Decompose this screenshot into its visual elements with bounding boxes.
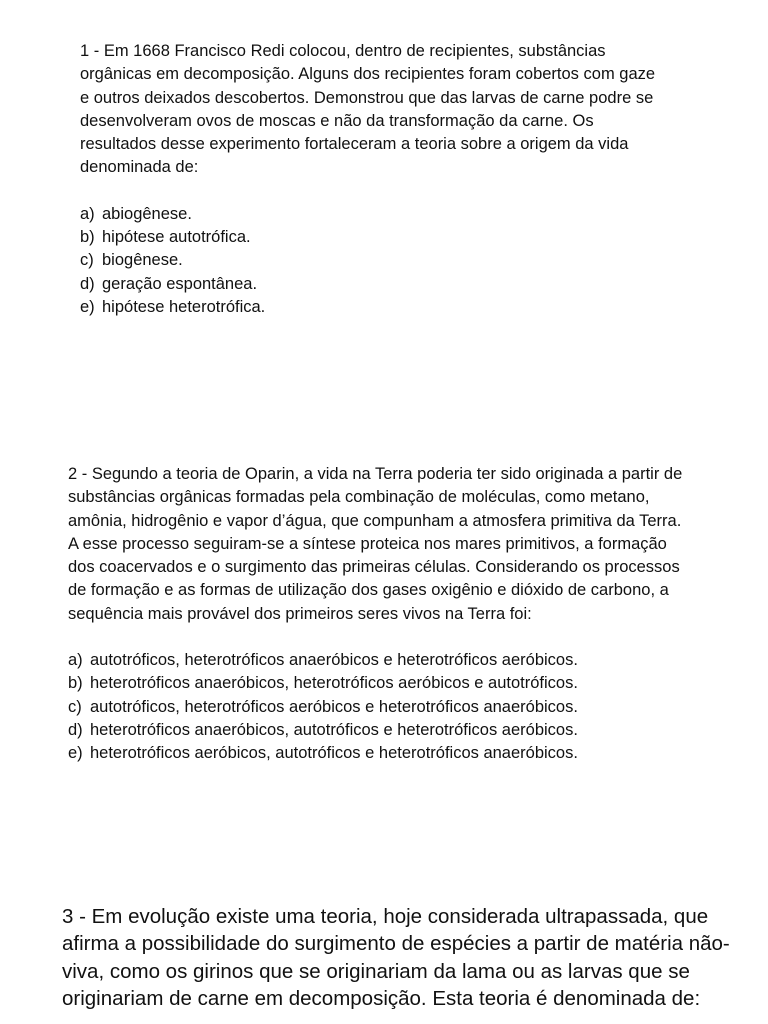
answer-option-c [68,696,738,719]
option-text: heterotróficos anaeróbicos, heterotróficos aeróbicos e autotróficos. [90,674,578,693]
option-letter: a) [80,204,95,223]
option-letter: e) [68,744,83,763]
stem-line: 2 - Segundo a teoria de Oparin, a vida na Terra poderia ter sido originada a partir de [68,465,683,483]
answer-option-c [80,249,720,272]
stem-line: 1 - Em 1668 Francisco Redi colocou, dentro de recipientes, substâncias [80,42,606,60]
option-text: hipótese heterotrófica. [102,297,266,316]
question-1-stem [80,40,720,180]
stem-line: orgânicas em decomposição. Alguns dos recipientes foram cobertos com gaze [80,65,656,84]
option-letter: d) [80,274,95,293]
option-text: autotróficos, heterotróficos anaeróbicos e heterotróficos aeróbicos. [90,651,578,670]
option-letter: a) [68,651,83,670]
question-2-options [68,649,738,765]
stem-line: desenvolveram ovos de moscas e não da transformação da carne. Os [80,111,594,130]
answer-option-d [68,719,738,742]
stem-line: dos coacervados e o surgimento das primeiras células. Considerando os processos [68,558,680,577]
option-text: heterotróficos aeróbicos, autotróficos e heterotróficos anaeróbicos. [90,744,578,763]
option-letter: e) [80,297,95,316]
stem-line: e outros deixados descobertos. Demonstrou que das larvas de carne podre se [80,88,654,107]
question-3 [62,903,752,1012]
answer-option-e [80,296,720,319]
answer-option-e [68,742,738,765]
stem-line: amônia, hidrogênio e vapor d’água, que compunham a atmosfera primitiva da Terra. [68,511,682,530]
answer-option-b [68,672,738,695]
stem-line: denominada de: [80,158,199,177]
option-letter: b) [68,674,83,693]
option-text: heterotróficos anaeróbicos, autotróficos e heterotróficos aeróbicos. [90,720,578,739]
question-2 [68,463,738,766]
option-text: hipótese autotrófica. [102,228,251,247]
answer-option-a [68,649,738,672]
stem-line: de formação e as formas de utilização dos gases oxigênio e dióxido de carbono, a [68,581,669,600]
option-text: abiogênese. [102,204,192,223]
option-letter: d) [68,720,83,739]
answer-option-d [80,273,720,296]
stem-line: sequência mais provável dos primeiros seres vivos na Terra foi: [68,604,532,623]
stem-line: A esse processo seguiram-se a síntese proteica nos mares primitivos, a formação [68,534,667,553]
stem-line: viva, como os girinos que se originariam da lama ou as larvas que se [62,959,690,983]
stem-line: originariam de carne em decomposição. Esta teoria é denominada de: [62,986,701,1010]
stem-line: afirma a possibilidade do surgimento de espécies a partir de matéria não- [62,932,730,956]
question-1-options [80,203,720,319]
question-2-stem [68,463,738,626]
stem-line: resultados desse experimento fortaleceram a teoria sobre a origem da vida [80,135,629,154]
question-3-stem [62,903,752,1012]
option-letter: c) [80,251,94,270]
option-text: geração espontânea. [102,274,258,293]
question-1 [80,40,720,319]
answer-option-b [80,226,720,249]
option-letter: c) [68,697,82,716]
stem-line: 3 - Em evolução existe uma teoria, hoje considerada ultrapassada, que [62,905,709,928]
answer-option-a [80,203,720,226]
option-text: biogênese. [102,251,183,270]
stem-line: substâncias orgânicas formadas pela combinação de moléculas, como metano, [68,488,650,507]
option-letter: b) [80,228,95,247]
option-text: autotróficos, heterotróficos aeróbicos e heterotróficos anaeróbicos. [90,697,578,716]
